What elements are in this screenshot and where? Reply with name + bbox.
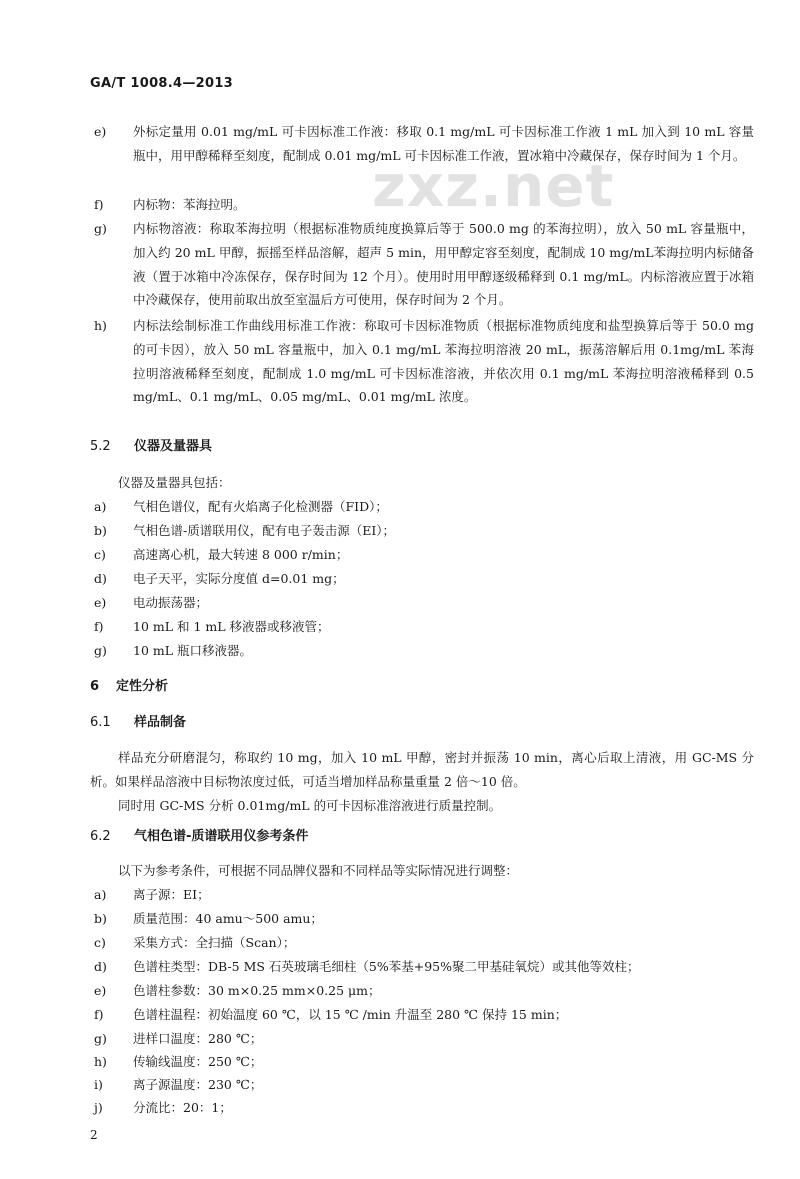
list-item-text: 色谱柱温程：初始温度 60 ℃，以 15 ℃ /min 升温至 280 ℃ 保持 15 min； <box>133 1007 568 1022</box>
section-heading-6 <box>90 676 168 698</box>
list-item <box>94 519 754 543</box>
section-number: 6 <box>90 679 100 694</box>
list-marker: b) <box>94 523 107 538</box>
list-item <box>94 1096 754 1120</box>
list-item-text: 色谱柱参数：30 m×0.25 mm×0.25 μm； <box>133 983 381 998</box>
list-item <box>94 1073 754 1097</box>
list-item-text: 电动振荡器； <box>133 595 209 610</box>
list-marker: e) <box>94 983 107 998</box>
list-marker: c) <box>94 935 106 950</box>
section-heading-6-2 <box>90 826 308 848</box>
list-item-text: 内标法绘制标准工作曲线用标准工作液：称取可卡因标准物质（根据标准物质纯度和盐型换算后等于 50.0 mg 的可卡因），放入 50 mL 容量瓶中，加入 0.1 mg/mL 苯海拉明溶液 20 mL，振荡溶解后用 0.1mg/mL 苯海拉明溶液稀释至刻度，配制成 1.0 mg/mL 可卡因标准溶液，并依次用 0.1 mg/mL 苯海拉明溶液稀释到 0.5 mg/mL、0.1 mg/mL、0.05 mg/mL、0.01 mg/mL 浓度。 <box>133 318 754 405</box>
list-item <box>94 883 754 907</box>
list-item-text: 电子天平，实际分度值 d=0.01 mg； <box>133 571 345 586</box>
section-number: 6.1 <box>90 715 111 730</box>
list-item <box>94 1050 754 1074</box>
list-marker: f) <box>94 619 104 634</box>
list-item-text: 进样口温度：280 ℃； <box>133 1031 263 1046</box>
list-item-text: 内标物：苯海拉明。 <box>133 197 246 212</box>
list-marker: a) <box>94 499 107 514</box>
list-item-text: 传输线温度：250 ℃； <box>133 1054 263 1069</box>
list-marker: h) <box>94 318 107 333</box>
list-item-text: 采集方式：全扫描（Scan）； <box>133 935 296 950</box>
section-title: 样品制备 <box>134 715 187 730</box>
list-item <box>94 495 754 519</box>
list-marker: g) <box>94 1031 107 1046</box>
section-heading-6-1 <box>90 712 186 734</box>
list-item-text: 内标物溶液：称取苯海拉明（根据标准物质纯度换算后等于 500.0 mg 的苯海拉明），放入 50 mL 容量瓶中，加入约 20 mL 甲醇，振摇至样品溶解，超声 5 min，用甲醇定容至刻度，配制成 10 mg/mL苯海拉明内标储备液（置于冰箱中冷冻保存，保存时间为 12 个月）。使用时用甲醇逐级稀释到 0.1 mg/mL。内标溶液应置于冰箱中冷藏保存，使用前取出放至室温后方可使用，保存时间为 2 个月。 <box>133 221 754 308</box>
list-item-text: 气相色谱-质谱联用仪，配有电子轰击源（EI）； <box>133 523 396 538</box>
list-item <box>94 217 754 312</box>
list-item <box>94 615 754 639</box>
list-marker: i) <box>94 1077 103 1092</box>
section-number: 5.2 <box>90 439 111 454</box>
section-title: 定性分析 <box>116 679 169 694</box>
list-item <box>94 591 754 615</box>
list-marker: f) <box>94 197 104 212</box>
list-item <box>94 955 754 979</box>
list-marker: a) <box>94 887 107 902</box>
list-marker: d) <box>94 959 107 974</box>
document-id-header: GA/T 1008.4—2013 <box>90 76 234 91</box>
list-item-text: 气相色谱仪，配有火焰离子化检测器（FID）； <box>133 499 388 514</box>
list-marker: e) <box>94 595 107 610</box>
section-title: 仪器及量器具 <box>134 439 213 454</box>
list-item <box>94 543 754 567</box>
page-number: 2 <box>90 1128 98 1142</box>
list-marker: b) <box>94 911 107 926</box>
section-heading-5-2 <box>90 436 212 458</box>
list-item <box>94 1027 754 1051</box>
paragraph: 同时用 GC-MS 分析 0.01mg/mL 的可卡因标准溶液进行质量控制。 <box>118 798 502 813</box>
list-item <box>94 931 754 955</box>
list-item-text: 质量范围：40 amu～500 amu； <box>133 911 323 926</box>
list-item-text: 外标定量用 0.01 mg/mL 可卡因标准工作液：移取 0.1 mg/mL 可卡因标准工作液 1 mL 加入到 10 mL 容量瓶中，用甲醇稀释至刻度，配制成 0.01 mg/mL 可卡因标准工作液，置冰箱中冷藏保存，保存时间为 1 个月。 <box>133 124 754 163</box>
watermark: zxz.net <box>372 152 615 220</box>
paragraph: 仪器及量器具包括： <box>118 475 231 490</box>
list-item-text: 高速离心机，最大转速 8 000 r/min； <box>133 547 349 562</box>
list-item <box>94 193 754 217</box>
list-item <box>94 1003 754 1027</box>
list-item-text: 分流比：20：1； <box>133 1100 232 1115</box>
list-item <box>94 314 754 409</box>
list-marker: g) <box>94 221 107 236</box>
list-item <box>94 639 754 663</box>
list-marker: j) <box>94 1100 103 1115</box>
section-number: 6.2 <box>90 829 111 844</box>
list-marker: h) <box>94 1054 107 1069</box>
list-marker: f) <box>94 1007 104 1022</box>
list-item <box>94 120 754 168</box>
section-title: 气相色谱-质谱联用仪参考条件 <box>134 829 309 844</box>
list-item-text: 色谱柱类型：DB-5 MS 石英玻璃毛细柱（5%苯基+95%聚二甲基硅氧烷）或其他等效柱； <box>133 959 640 974</box>
paragraph: 以下为参考条件，可根据不同品牌仪器和不同样品等实际情况进行调整： <box>118 863 519 878</box>
list-item-text: 离子源：EI； <box>133 887 210 902</box>
paragraph: 样品充分研磨混匀，称取约 10 mg，加入 10 mL 甲醇，密封并振荡 10 min，离心后取上清液，用 GC-MS 分析。如果样品溶液中目标物浓度过低，可适当增加样品称量重量 2 倍～10 倍。 <box>90 750 754 789</box>
list-item <box>94 567 754 591</box>
list-item <box>94 979 754 1003</box>
list-marker: g) <box>94 643 107 658</box>
list-item <box>94 907 754 931</box>
list-marker: e) <box>94 124 107 139</box>
list-marker: d) <box>94 571 107 586</box>
list-marker: c) <box>94 547 106 562</box>
list-item-text: 10 mL 和 1 mL 移液器或移液管； <box>133 619 330 634</box>
list-item-text: 10 mL 瓶口移液器。 <box>133 643 253 658</box>
list-item-text: 离子源温度：230 ℃； <box>133 1077 263 1092</box>
